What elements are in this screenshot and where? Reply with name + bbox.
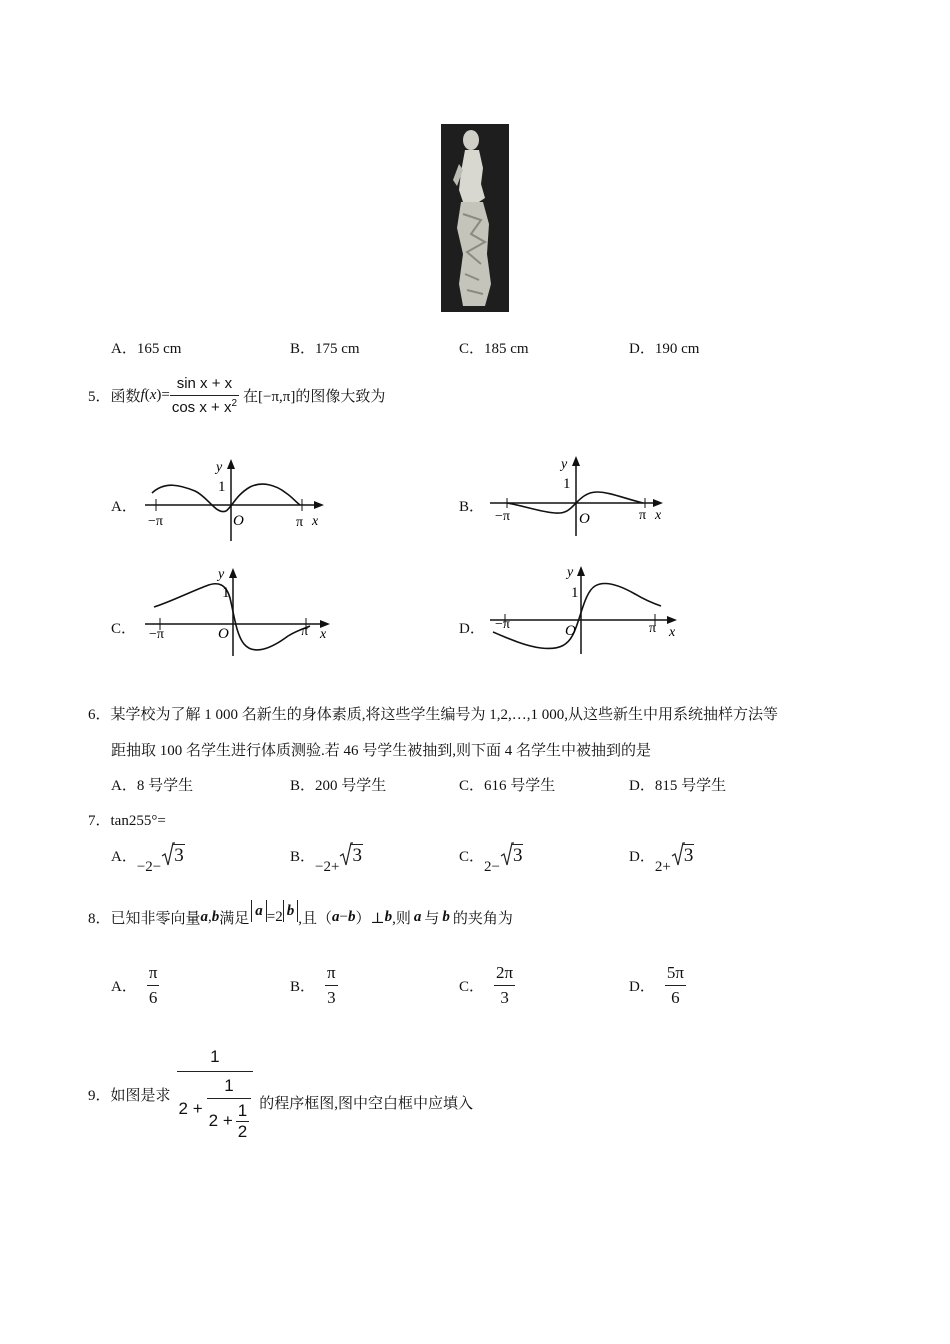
- q5-fraction-denominator: $\cos x + x^2$: [170, 395, 239, 416]
- q5-stem: 5． 函数 f ( x )= $\frac{\text{sin x + x}}{\cos x + x^2}$ 在[−π,π]的图像大致为: [88, 374, 386, 416]
- graph-d-pi-label: π: [649, 621, 657, 636]
- graph-a-pi-label: π: [296, 515, 304, 530]
- graph-c-y-label: y: [218, 567, 225, 582]
- q4-option-b: B．175 cm: [290, 341, 360, 357]
- graph-d-y-label: y: [567, 565, 574, 580]
- q7-option-a: A．−2− 3: [111, 845, 184, 875]
- q6-option-d: D．815 号学生: [629, 778, 727, 794]
- graph-b-origin-label: O: [579, 511, 590, 527]
- graph-b-x-label: x: [655, 508, 662, 523]
- graph-a-one-label: 1: [218, 479, 226, 495]
- graph-c-one-label: 1: [222, 585, 230, 601]
- q9-stem: 9． 如图是求 1 2 + 1 2 + $\frac{1}{2}$ 的程序框图,图中空白框中应填入: [88, 1046, 473, 1141]
- q6-option-c: C．616 号学生: [459, 778, 556, 794]
- q5-graph-c: [140, 560, 340, 665]
- sqrt-icon: 3: [500, 845, 524, 867]
- q5-suffix: 在[−π,π]的图像大致为: [243, 388, 386, 405]
- q5-graph-b: [485, 450, 675, 545]
- graph-a-neg-pi-label: −π: [148, 514, 163, 529]
- q5-fraction: [170, 375, 239, 416]
- graph-c-x-label: x: [320, 627, 327, 642]
- graph-b-neg-pi-label: −π: [495, 509, 510, 524]
- graph-b-pi-label: π: [639, 508, 647, 523]
- q6-stem-line1: 6．某学校为了解 1 000 名新生的身体素质,将这些学生编号为 1,2,…,1 000,从这些新生中用系统抽样方法等: [88, 707, 779, 723]
- q5-number: 5．: [88, 388, 111, 405]
- q5-graph-a: [140, 455, 330, 550]
- q8-stem: 8． 已知非零向量 a , b 满足 a =2 b ,且（ a − b ）⊥ b ,则 a 与 b 的夹角为: [88, 902, 513, 932]
- graph-c-neg-pi-label: −π: [149, 627, 164, 642]
- sqrt-icon: 3: [161, 845, 185, 867]
- q8-option-c: C． $\frac{2\pi}{3}$: [459, 962, 514, 1007]
- graph-d-origin-label: O: [565, 623, 576, 639]
- q5-label-c: C．: [111, 621, 137, 637]
- q5-fraction-numerator: sin x + x: [176, 374, 233, 392]
- statue-image: [441, 124, 509, 312]
- q5-f: f: [140, 386, 145, 403]
- q6-option-a: A．8 号学生: [111, 778, 194, 794]
- graph-d-neg-pi-label: −π: [495, 617, 510, 632]
- q9-continued-fraction: 1 2 + 1 2 + $\frac{1}{2}$: [177, 1047, 254, 1142]
- sqrt-icon: 3: [339, 845, 363, 867]
- graph-a-origin-label: O: [233, 513, 244, 529]
- q4-option-a: A．165 cm: [111, 341, 182, 357]
- q8-option-b: B． $\frac{\pi}{3}$: [290, 962, 336, 1007]
- graph-a-y-label: y: [216, 460, 223, 475]
- q5-label-b: B．: [459, 499, 485, 515]
- q5-label-a: A．: [111, 499, 137, 515]
- sqrt-icon: 3: [671, 845, 695, 867]
- q5-label-d: D．: [459, 621, 485, 637]
- q5-eq: )=: [156, 386, 170, 403]
- q4-option-c: C．185 cm: [459, 341, 529, 357]
- q8-option-a: A． $\frac{\pi}{6}$: [111, 962, 158, 1007]
- graph-d-one-label: 1: [571, 585, 579, 601]
- q7-stem: 7．tan255°=: [88, 813, 166, 829]
- q7-option-c: C．2− 3: [459, 845, 523, 875]
- graph-c-pi-label: π: [301, 624, 309, 639]
- graph-d-x-label: x: [669, 625, 676, 640]
- q7-option-b: B．−2+ 3: [290, 845, 362, 875]
- q8-option-d: D． $\frac{5\pi}{6}$: [629, 962, 684, 1007]
- q6-stem-line2: 距抽取 100 名学生进行体质测验.若 46 号学生被抽到,则下面 4 名学生中被抽到的是: [111, 743, 652, 759]
- q5-prefix: 函数: [110, 388, 141, 405]
- q4-option-d: D．190 cm: [629, 341, 700, 357]
- q5-graph-d: [485, 558, 685, 663]
- q5-x: x: [149, 386, 157, 403]
- graph-c-origin-label: O: [218, 626, 229, 642]
- graph-b-y-label: y: [561, 457, 568, 472]
- abs-b: b: [283, 900, 299, 922]
- q7-option-d: D．2+ 3: [629, 845, 694, 875]
- abs-a: a: [251, 900, 267, 922]
- graph-b-one-label: 1: [563, 476, 571, 492]
- graph-a-x-label: x: [312, 514, 319, 529]
- q6-option-b: B．200 号学生: [290, 778, 387, 794]
